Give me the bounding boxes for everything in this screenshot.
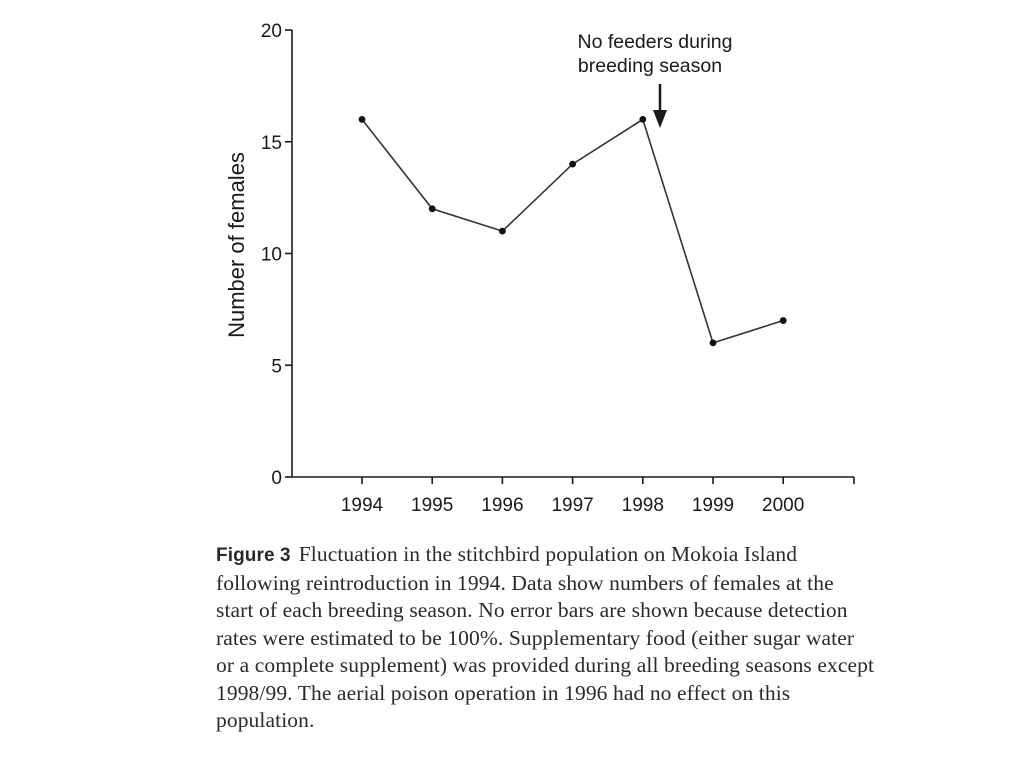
x-tick-label: 1997	[551, 495, 594, 516]
annotation-line-1: No feeders during	[577, 31, 733, 53]
x-axis	[292, 477, 854, 516]
x-tick-label: 1998	[621, 495, 664, 516]
annotation	[577, 31, 732, 128]
data-point	[429, 205, 436, 212]
series-females	[359, 116, 787, 346]
y-tick-label: 5	[271, 356, 282, 378]
y-tick-label: 20	[260, 21, 282, 42]
x-tick-label: 1996	[481, 495, 524, 516]
figure-caption-text: Fluctuation in the stitchbird population on Mokoia Island following reintroduction in 1994. Data show numbers of females at the start of each breeding season. No error bars are shown because detection rates were estimated to be 100%. Supplementary food (either sugar water or a complete supplement) was provided during all breeding seasons except 1998/99. The aerial poison operation in 1996 had no effect on this population.	[216, 542, 875, 732]
data-point	[359, 116, 366, 123]
y-axis	[261, 21, 292, 489]
y-tick-label: 0	[271, 468, 282, 489]
figure-caption	[216, 541, 876, 735]
x-tick-label: 2000	[762, 495, 805, 516]
data-point	[499, 228, 506, 235]
data-point	[639, 116, 646, 123]
data-point	[780, 317, 787, 324]
y-tick-label: 15	[260, 132, 282, 154]
series-line	[362, 119, 783, 343]
y-axis-title: Number of females	[224, 152, 249, 338]
x-tick-label: 1994	[340, 495, 384, 516]
annotation-line-2: breeding season	[577, 55, 723, 77]
x-tick-label: 1995	[411, 495, 454, 516]
y-tick-label: 10	[260, 244, 282, 266]
data-point	[710, 340, 717, 347]
data-point	[569, 161, 576, 168]
figure-label: Figure 3	[216, 545, 291, 566]
down-arrow-icon	[653, 84, 667, 128]
x-tick-label: 1999	[691, 495, 735, 516]
